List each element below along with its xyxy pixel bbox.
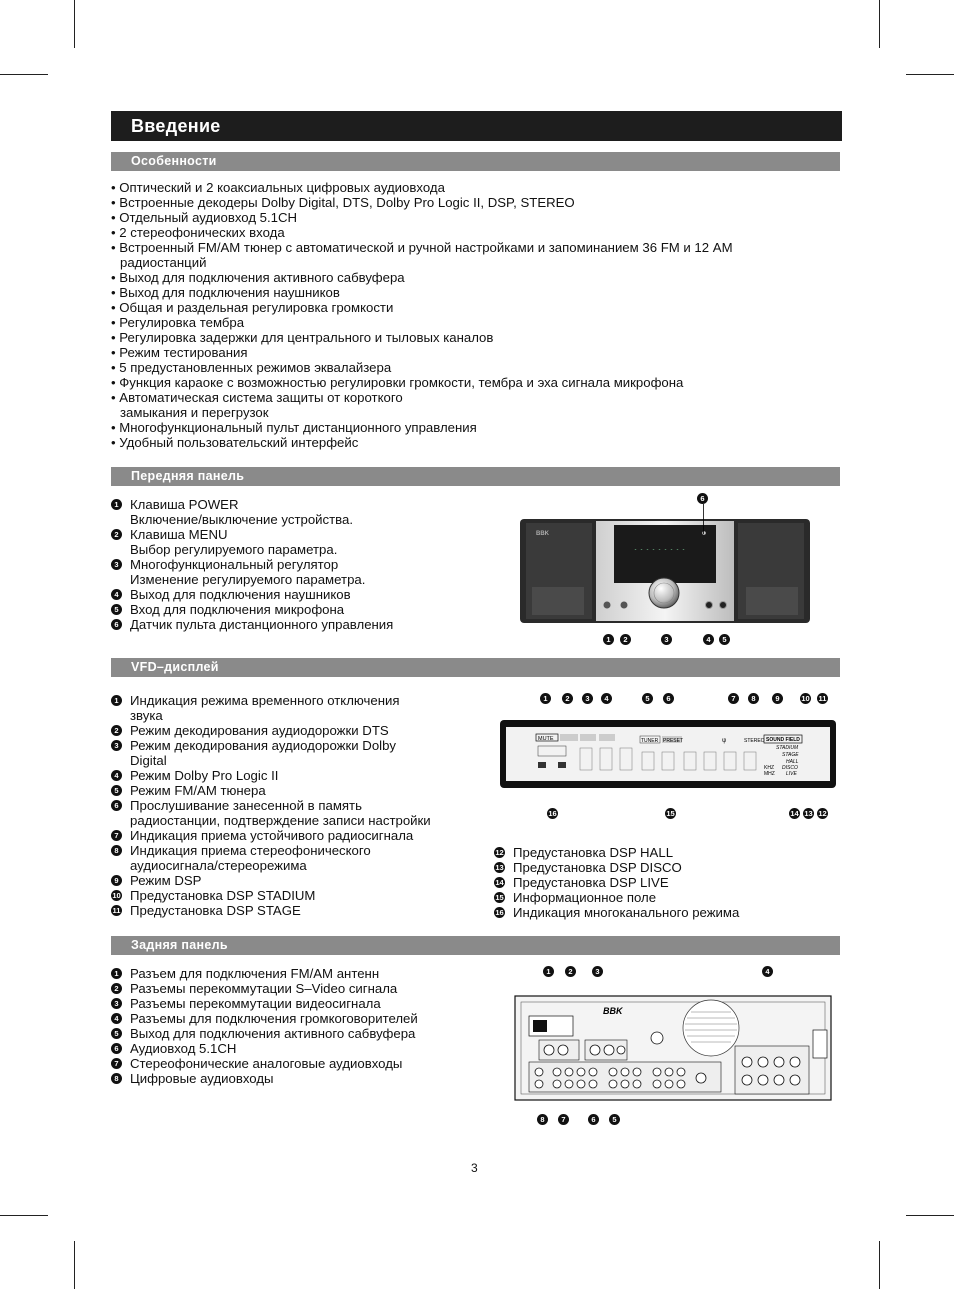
disco-label: DISCO bbox=[782, 765, 798, 771]
callout-3: 3 bbox=[592, 966, 603, 977]
list-item: • Регулировка тембра bbox=[111, 315, 245, 330]
crop-mark bbox=[906, 1215, 954, 1216]
list-item bbox=[111, 828, 431, 843]
list-item bbox=[494, 860, 739, 875]
crop-mark bbox=[0, 1215, 48, 1216]
front-panel-list bbox=[111, 497, 393, 632]
list-item: • Отдельный аудиовход 5.1CH bbox=[111, 210, 298, 225]
list-item: • Выход для подключения активного сабвуфера bbox=[111, 270, 405, 285]
list-item bbox=[111, 843, 431, 858]
item-label: Индикация многоканального режима bbox=[513, 905, 740, 920]
item-label: Разъемы перекоммутации видеосигнала bbox=[130, 996, 381, 1011]
item-label: Режим декодирования аудиодорожки Dolby bbox=[130, 738, 397, 753]
item-label: Клавиша POWER bbox=[130, 497, 239, 512]
callout-7: 7 bbox=[728, 693, 739, 704]
power-button bbox=[604, 602, 611, 609]
list-item bbox=[111, 587, 393, 602]
item-label: Предустановка DSP DISCO bbox=[513, 860, 682, 875]
section-header-rear bbox=[111, 936, 840, 955]
callout-11: 11 bbox=[818, 694, 827, 703]
mhz-label: MHZ bbox=[764, 771, 775, 777]
headphone-jack bbox=[706, 602, 713, 609]
antenna-icon: ψ bbox=[722, 738, 727, 744]
mic-jack bbox=[720, 602, 727, 609]
number-badge: 9 bbox=[111, 875, 122, 886]
item-label: Индикация режима временного отключения bbox=[130, 693, 400, 708]
crop-mark bbox=[879, 1241, 880, 1289]
list-item bbox=[111, 768, 431, 783]
dolby-digital-indicator bbox=[599, 734, 615, 741]
callout-4: 4 bbox=[762, 966, 773, 977]
list-item: • 5 предустановленных режимов эквалайзера bbox=[111, 360, 392, 375]
section-header-vfd bbox=[111, 658, 840, 677]
item-description: Digital bbox=[130, 753, 167, 768]
list-item bbox=[111, 888, 431, 903]
list-item bbox=[111, 873, 431, 888]
callout-2: 2 bbox=[620, 634, 631, 645]
callout-9: 9 bbox=[772, 693, 783, 704]
list-item bbox=[111, 996, 418, 1011]
mute-label: MUTE bbox=[538, 736, 554, 742]
list-item bbox=[111, 723, 431, 738]
list-item bbox=[111, 602, 393, 617]
list-item: • Многофункциональный пульт дистанционного управления bbox=[111, 420, 477, 435]
item-label: Многофункциональный регулятор bbox=[130, 557, 339, 572]
callout-8: 8 bbox=[748, 693, 759, 704]
khz-label: KHZ bbox=[764, 765, 774, 771]
item-label: Предустановка DSP STADIUM bbox=[130, 888, 316, 903]
item-label: Режим Dolby Pro Logic II bbox=[130, 768, 279, 783]
callout-13: 13 bbox=[804, 809, 813, 818]
item-label: Режим FM/AM тюнера bbox=[130, 783, 266, 798]
item-label: Цифровые аудиовходы bbox=[130, 1071, 274, 1086]
number-badge: 3 bbox=[111, 740, 122, 751]
list-item bbox=[111, 617, 393, 632]
item-label: Прослушивание занесенной в память bbox=[130, 798, 362, 813]
multichannel-icon bbox=[560, 734, 578, 741]
list-item: • Автоматическая система защиты от короткого bbox=[111, 390, 403, 405]
number-badge: 11 bbox=[112, 906, 121, 915]
item-description: Изменение регулируемого параметра. bbox=[130, 572, 366, 587]
page-number: 3 bbox=[471, 1161, 478, 1175]
section-header-front bbox=[111, 467, 840, 486]
item-label: Предустановка DSP STAGE bbox=[130, 903, 301, 918]
list-item bbox=[494, 890, 739, 905]
tuner-label: TUNER bbox=[641, 738, 659, 744]
list-item bbox=[111, 798, 431, 813]
callout-4: 4 bbox=[601, 693, 612, 704]
vfd-display-illustration bbox=[500, 720, 836, 788]
list-item: • Функция караоке с возможностью регулировки громкости, тембра и эха сигнала микрофона bbox=[111, 375, 684, 390]
crop-mark bbox=[74, 0, 75, 48]
list-item bbox=[494, 845, 739, 860]
list-item: • Регулировка задержки для центрального и тыловых каналов bbox=[111, 330, 494, 345]
item-description: Включение/выключение устройства. bbox=[130, 512, 354, 527]
list-item bbox=[111, 527, 393, 542]
callout-5: 5 bbox=[609, 1114, 620, 1125]
number-badge: 5 bbox=[111, 604, 122, 615]
rear-panel-illustration bbox=[515, 994, 831, 1102]
list-item bbox=[111, 1056, 418, 1071]
menu-button bbox=[621, 602, 628, 609]
list-item: • Удобный пользовательский интерфейс bbox=[111, 435, 359, 450]
callout-7: 7 bbox=[558, 1114, 569, 1125]
leader-line bbox=[703, 504, 705, 534]
list-item bbox=[111, 1011, 418, 1026]
callout-4: 4 bbox=[703, 634, 714, 645]
callout-3: 3 bbox=[661, 634, 672, 645]
section-title: VFD–дисплей bbox=[131, 660, 219, 674]
number-badge: 8 bbox=[111, 1073, 122, 1084]
display-text: - - - - - - - - - bbox=[634, 547, 686, 553]
list-item: • Выход для подключения наушников bbox=[111, 285, 340, 300]
vfd-list-right bbox=[494, 845, 739, 920]
item-label: Индикация приема стереофонического bbox=[130, 843, 371, 858]
number-badge: 6 bbox=[111, 800, 122, 811]
section-title: Задняя панель bbox=[131, 938, 228, 952]
callout-5: 5 bbox=[642, 693, 653, 704]
speaker-terminals bbox=[735, 1046, 809, 1094]
item-label: Вход для подключения микрофона bbox=[130, 602, 345, 617]
callout-1: 1 bbox=[543, 966, 554, 977]
crop-mark bbox=[879, 0, 880, 48]
item-description: звука bbox=[130, 708, 163, 723]
list-item bbox=[111, 1041, 418, 1056]
front-panel-illustration bbox=[520, 515, 810, 627]
number-badge: 1 bbox=[111, 968, 122, 979]
stereo-label: STEREO bbox=[744, 738, 765, 744]
dts-indicator bbox=[580, 734, 596, 741]
number-badge: 6 bbox=[111, 619, 122, 630]
item-label: Разъем для подключения FM/AM антенн bbox=[130, 966, 380, 981]
list-item: • Общая и раздельная регулировка громкости bbox=[111, 300, 394, 315]
item-label: Предустановка DSP LIVE bbox=[513, 875, 669, 890]
volume-knob bbox=[649, 578, 679, 608]
list-item: • Режим тестирования bbox=[111, 345, 248, 360]
number-badge: 13 bbox=[495, 863, 504, 872]
callout-10: 10 bbox=[801, 694, 810, 703]
number-badge: 5 bbox=[111, 1028, 122, 1039]
list-item bbox=[111, 903, 431, 918]
list-item bbox=[111, 693, 431, 708]
number-badge: 8 bbox=[111, 845, 122, 856]
callout-2: 2 bbox=[562, 693, 573, 704]
list-item bbox=[111, 1026, 418, 1041]
list-item: • 2 стереофонических входа bbox=[111, 225, 285, 240]
number-badge: 3 bbox=[111, 998, 122, 1009]
item-label: Индикация приема устойчивого радиосигнала bbox=[130, 828, 414, 843]
number-badge: 7 bbox=[111, 1058, 122, 1069]
rear-panel-list bbox=[111, 966, 418, 1086]
number-badge: 2 bbox=[111, 725, 122, 736]
list-item: • Встроенный FM/AM тюнер с автоматической и ручной настройками и запоминанием 36 FM и 12 AM bbox=[111, 240, 733, 255]
number-badge: 12 bbox=[495, 848, 504, 857]
number-badge: 4 bbox=[111, 1013, 122, 1024]
item-label: Режим DSP bbox=[130, 873, 202, 888]
callout-3: 3 bbox=[582, 693, 593, 704]
callout-16: 16 bbox=[548, 809, 557, 818]
number-badge: 4 bbox=[111, 770, 122, 781]
callout-1: 1 bbox=[540, 693, 551, 704]
sound-field-label: SOUND FIELD bbox=[766, 737, 800, 743]
callout-6: 6 bbox=[697, 493, 708, 504]
list-item-continuation: радиостанций bbox=[120, 255, 207, 270]
list-item bbox=[111, 557, 393, 572]
item-label: Разъемы для подключения громкоговорителей bbox=[130, 1011, 418, 1026]
list-item bbox=[494, 905, 739, 920]
features-list bbox=[111, 180, 831, 450]
callout-14: 14 bbox=[790, 809, 799, 818]
list-item: • Встроенные декодеры Dolby Digital, DTS, Dolby Pro Logic II, DSP, STEREO bbox=[111, 195, 575, 210]
page-title: Введение bbox=[131, 116, 221, 136]
power-socket bbox=[651, 1032, 663, 1044]
number-badge: 16 bbox=[495, 908, 504, 917]
live-label: LIVE bbox=[786, 771, 797, 777]
item-label: Выход для подключения наушников bbox=[130, 587, 351, 602]
power-cord-inlet bbox=[813, 1030, 827, 1058]
stadium-label: STADIUM bbox=[776, 745, 799, 751]
section-title: Передняя панель bbox=[131, 469, 245, 483]
hall-label: HALL bbox=[786, 759, 799, 765]
page-title-bar bbox=[111, 111, 842, 141]
callout-1: 1 bbox=[603, 634, 614, 645]
list-item bbox=[494, 875, 739, 890]
list-item bbox=[111, 738, 431, 753]
callout-6: 6 bbox=[588, 1114, 599, 1125]
item-label: Режим декодирования аудиодорожки DTS bbox=[130, 723, 389, 738]
list-item bbox=[111, 981, 418, 996]
list-item-continuation: замыкания и перегрузок bbox=[120, 405, 269, 420]
item-label: Аудиовход 5.1CH bbox=[130, 1041, 237, 1056]
crop-mark bbox=[74, 1241, 75, 1289]
display-window bbox=[614, 525, 716, 583]
vfd-list-left bbox=[111, 693, 431, 918]
item-description: радиостанции, подтверждение записи настройки bbox=[130, 813, 431, 828]
number-badge: 2 bbox=[111, 983, 122, 994]
section-header-features bbox=[111, 152, 840, 171]
preset-label: PRESET bbox=[663, 738, 684, 744]
list-item: • Оптический и 2 коаксиальных цифровых аудиовхода bbox=[111, 180, 445, 195]
section-title: Особенности bbox=[131, 154, 217, 168]
callout-15: 15 bbox=[666, 809, 675, 818]
item-label: Датчик пульта дистанционного управления bbox=[130, 617, 394, 632]
list-item bbox=[111, 497, 393, 512]
item-description: аудиосигнала/стереорежима bbox=[130, 858, 307, 873]
item-description: Выбор регулируемого параметра. bbox=[130, 542, 338, 557]
number-badge: 1 bbox=[111, 499, 122, 510]
list-item bbox=[111, 1071, 418, 1086]
stage-label: STAGE bbox=[782, 752, 799, 758]
callout-12: 12 bbox=[818, 809, 827, 818]
callout-2: 2 bbox=[565, 966, 576, 977]
brand-logo: BBK bbox=[536, 531, 549, 537]
list-item bbox=[111, 783, 431, 798]
number-badge: 7 bbox=[111, 830, 122, 841]
crop-mark bbox=[0, 74, 48, 75]
brand-logo: BBK bbox=[603, 1006, 623, 1016]
callout-8: 8 bbox=[537, 1114, 548, 1125]
number-badge: 3 bbox=[111, 559, 122, 570]
callout-6: 6 bbox=[663, 693, 674, 704]
item-label: Выход для подключения активного сабвуфера bbox=[130, 1026, 416, 1041]
item-label: Разъемы перекоммутации S–Video сигнала bbox=[130, 981, 398, 996]
list-item bbox=[111, 966, 418, 981]
item-label: Предустановка DSP HALL bbox=[513, 845, 674, 860]
item-label: Стереофонические аналоговые аудиовходы bbox=[130, 1056, 403, 1071]
item-label: Информационное поле bbox=[513, 890, 657, 905]
crop-mark bbox=[906, 74, 954, 75]
number-badge: 10 bbox=[112, 891, 121, 900]
number-badge: 14 bbox=[495, 878, 504, 887]
number-badge: 6 bbox=[111, 1043, 122, 1054]
fan-grille bbox=[683, 1000, 739, 1056]
number-badge: 1 bbox=[111, 695, 122, 706]
number-badge: 15 bbox=[495, 893, 504, 902]
number-badge: 2 bbox=[111, 529, 122, 540]
number-badge: 4 bbox=[111, 589, 122, 600]
callout-5: 5 bbox=[719, 634, 730, 645]
number-badge: 5 bbox=[111, 785, 122, 796]
item-label: Клавиша MENU bbox=[130, 527, 228, 542]
